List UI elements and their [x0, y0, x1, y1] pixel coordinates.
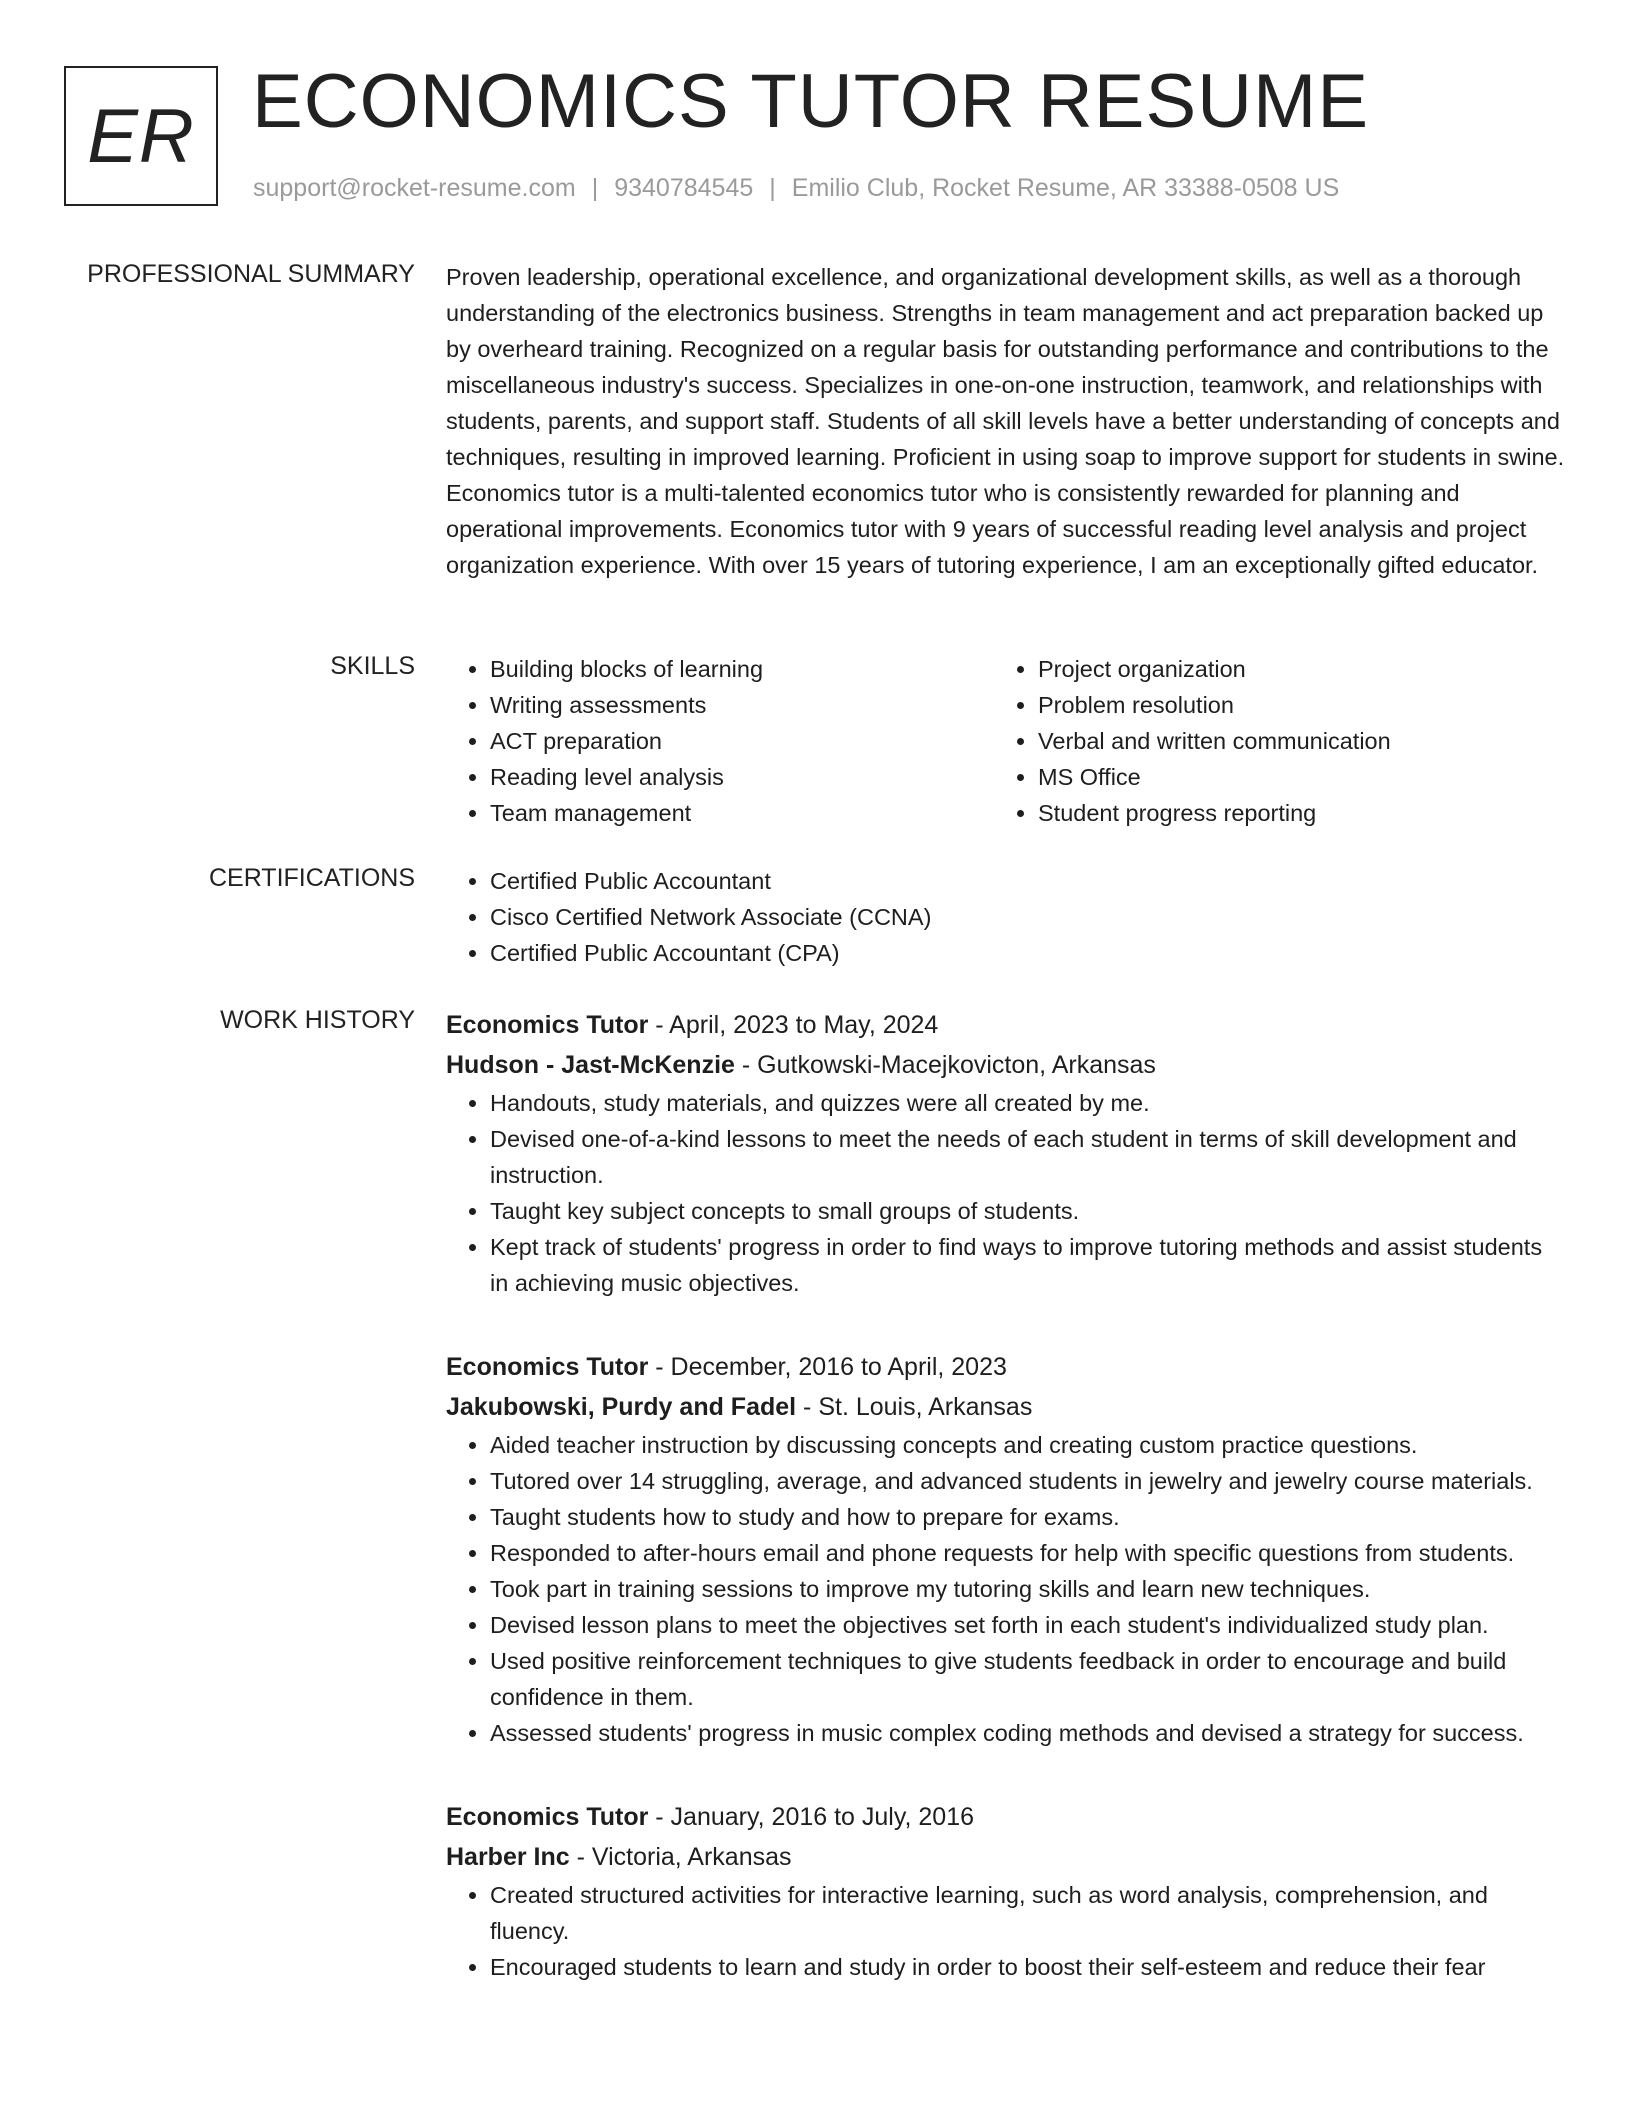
job-company: Jakubowski, Purdy and Fadel: [446, 1393, 797, 1421]
section-label-summary: PROFESSIONAL SUMMARY: [87, 260, 415, 288]
contact-phone[interactable]: 9340784545: [614, 174, 754, 202]
list-item: • Devised lesson plans to meet the objectives set forth in each student's individualized study plan.: [490, 1607, 1566, 1643]
list-item: • Used positive reinforcement techniques to give students feedback in order to encourage and build confidence in them.: [490, 1643, 1566, 1715]
job-dates: - January, 2016 to July, 2016: [648, 1803, 975, 1831]
list-item: • Created structured activities for interactive learning, such as word analysis, comprehension, and fluency.: [490, 1877, 1566, 1949]
certifications-list: [446, 863, 1566, 971]
list-item: • Project organization: [1038, 651, 1542, 687]
list-item: • Verbal and written communication: [1038, 723, 1542, 759]
list-item: • Kept track of students' progress in order to find ways to improve tutoring methods and assist students in achieving music objectives.: [490, 1229, 1566, 1301]
list-item: • Tutored over 14 struggling, average, and advanced students in jewelry and jewelry course materials.: [490, 1463, 1566, 1499]
list-item: • Cisco Certified Network Associate (CCNA): [490, 899, 1566, 935]
job-title: Economics Tutor: [446, 1803, 649, 1831]
list-item: • Problem resolution: [1038, 687, 1542, 723]
job-company: Harber Inc: [446, 1843, 570, 1871]
skills-list-left: [446, 651, 994, 831]
list-item: • Team management: [490, 795, 994, 831]
job-title-line: [446, 1797, 1566, 1837]
contact-info: [253, 174, 1339, 203]
job-entry: [446, 1347, 1566, 1751]
contact-separator: |: [769, 174, 776, 202]
job-location: - St. Louis, Arkansas: [796, 1393, 1033, 1421]
job-entry: [446, 1005, 1566, 1301]
job-bullets: [446, 1877, 1566, 1985]
job-company-line: [446, 1045, 1566, 1085]
list-item: • Encouraged students to learn and study in order to boost their self-esteem and reduce their fear: [490, 1949, 1566, 1985]
skills-list-right: [994, 651, 1542, 831]
job-dates: - April, 2023 to May, 2024: [648, 1011, 939, 1039]
job-title: Economics Tutor: [446, 1353, 649, 1381]
job-title-line: [446, 1347, 1566, 1387]
list-item: • Devised one-of-a-kind lessons to meet the needs of each student in terms of skill development and instruction.: [490, 1121, 1566, 1193]
list-item: • Certified Public Accountant: [490, 863, 1566, 899]
section-label-skills: SKILLS: [330, 652, 415, 680]
list-item: • Building blocks of learning: [490, 651, 994, 687]
job-title-line: [446, 1005, 1566, 1045]
job-company-line: [446, 1837, 1566, 1877]
job-bullets: [446, 1427, 1566, 1751]
list-item: • Took part in training sessions to improve my tutoring skills and learn new techniques.: [490, 1571, 1566, 1607]
monogram-logo: ER: [64, 66, 218, 206]
list-item: • ACT preparation: [490, 723, 994, 759]
job-location: - Gutkowski-Macejkovicton, Arkansas: [734, 1051, 1156, 1079]
job-company-line: [446, 1387, 1566, 1427]
list-item: • Certified Public Accountant (CPA): [490, 935, 1566, 971]
job-location: - Victoria, Arkansas: [569, 1843, 792, 1871]
list-item: • Aided teacher instruction by discussing concepts and creating custom practice questions.: [490, 1427, 1566, 1463]
job-title: Economics Tutor: [446, 1011, 649, 1039]
section-label-work-history: WORK HISTORY: [220, 1006, 415, 1034]
contact-address: Emilio Club, Rocket Resume, AR 33388-0508 US: [791, 174, 1340, 202]
page-title: ECONOMICS TUTOR RESUME: [252, 59, 1370, 144]
list-item: • Handouts, study materials, and quizzes were all created by me.: [490, 1085, 1566, 1121]
list-item: • Writing assessments: [490, 687, 994, 723]
certifications-body: [446, 863, 1566, 971]
job-entry: [446, 1797, 1566, 1985]
list-item: • Taught students how to study and how to prepare for exams.: [490, 1499, 1566, 1535]
work-history-body: [446, 1005, 1566, 2031]
summary-body: [446, 259, 1566, 583]
list-item: • Assessed students' progress in music complex coding methods and devised a strategy for success.: [490, 1715, 1566, 1751]
section-label-certifications: CERTIFICATIONS: [208, 864, 415, 892]
list-item: • Student progress reporting: [1038, 795, 1542, 831]
list-item: • Responded to after-hours email and phone requests for help with specific questions from students.: [490, 1535, 1566, 1571]
job-bullets: [446, 1085, 1566, 1301]
skills-body: [446, 651, 1566, 831]
list-item: • Taught key subject concepts to small groups of students.: [490, 1193, 1566, 1229]
job-dates: - December, 2016 to April, 2023: [648, 1353, 1007, 1381]
contact-email[interactable]: support@rocket-resume.com: [253, 174, 576, 202]
job-company: Hudson - Jast-McKenzie: [446, 1051, 735, 1079]
list-item: • Reading level analysis: [490, 759, 994, 795]
summary-text: Proven leadership, operational excellence, and organizational development skills, as well as a thorough understanding of the electronics business. Strengths in team management and act preparation backed up by overheard training. Recognized on a regular basis for outstanding performance and contributions to the miscellaneous industry's success. Specializes in one-on-one instruction, teamwork, and relationships with students, parents, and support staff. Students of all skill levels have a better understanding of concepts and techniques, resulting in improved learning. Proficient in using soap to improve support for students in swine. Economics tutor is a multi-talented economics tutor who is consistently rewarded for planning and operational improvements. Economics tutor with 9 years of successful reading level analysis and project organization experience. With over 15 years of tutoring experience, I am an exceptionally gifted educator.: [446, 264, 1565, 578]
contact-separator: |: [591, 174, 599, 202]
list-item: • MS Office: [1038, 759, 1542, 795]
